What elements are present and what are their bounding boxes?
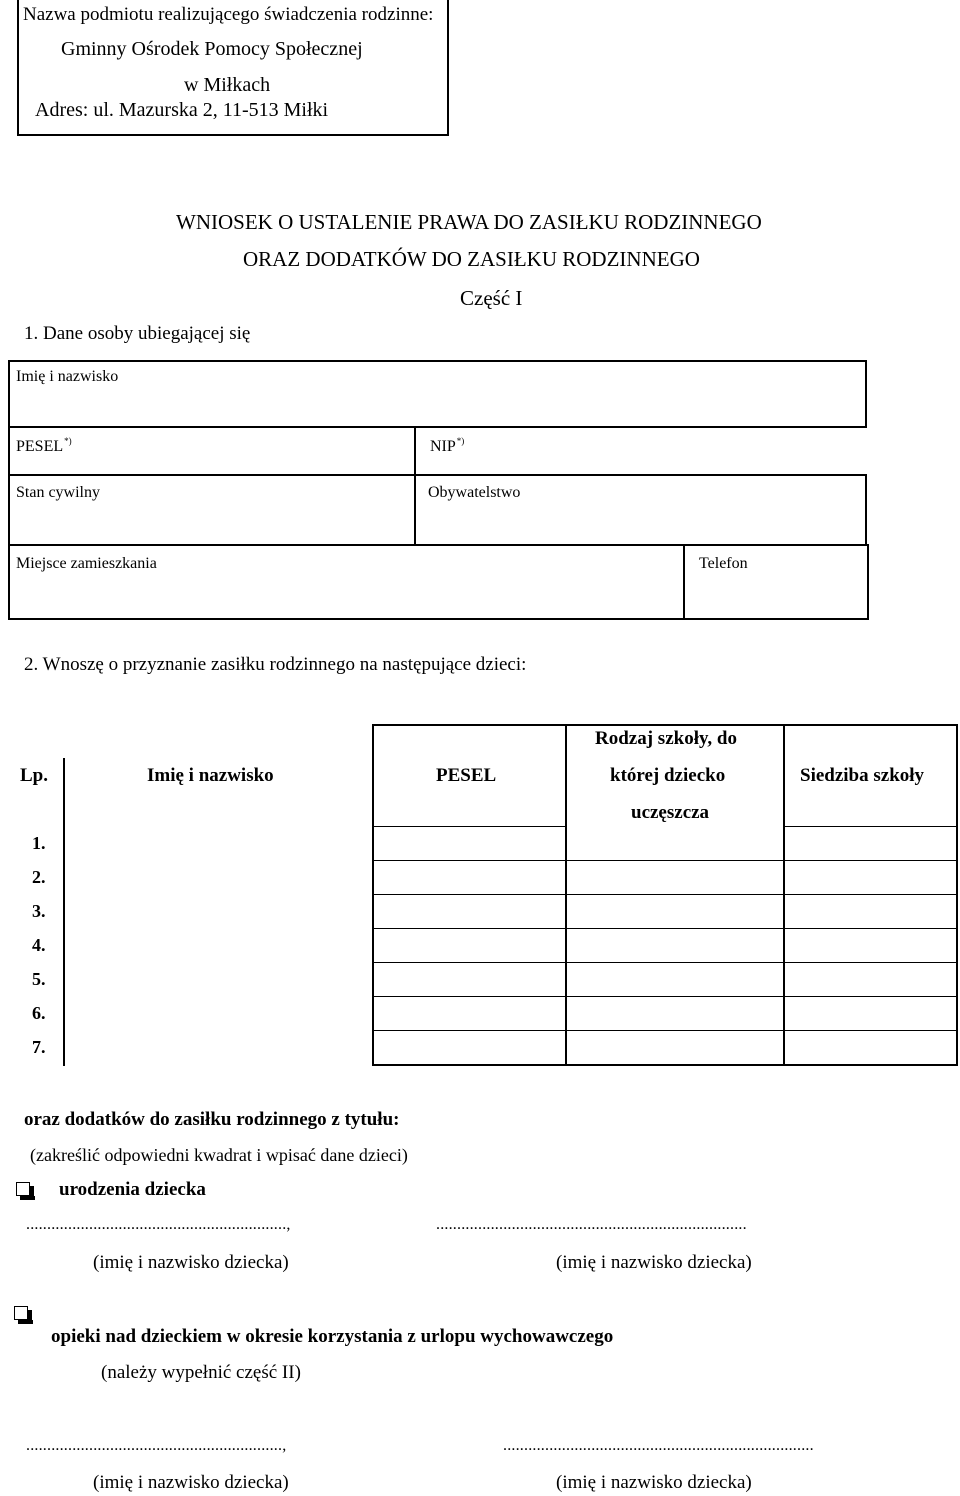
form-border	[8, 360, 867, 362]
field-label-residence: Miejsce zamieszkania	[16, 555, 157, 572]
section-2-heading: 2. Wnoszę o przyznanie zasiłku rodzinnego na następujące dzieci:	[24, 654, 527, 675]
table-row-number: 7.	[32, 1037, 46, 1057]
supplements-instruction: (zakreślić odpowiedni kwadrat i wpisać dane dzieci)	[30, 1145, 408, 1165]
birth-child-name-right[interactable]: ..........................................................................	[436, 1216, 747, 1233]
column-header-school-line1: Rodzaj szkoły, do	[595, 728, 737, 749]
entity-address: Adres: ul. Mazurska 2, 11-513 Miłki	[35, 99, 329, 121]
section-1-heading: 1. Dane osoby ubiegającej się	[24, 323, 251, 344]
column-header-pesel: PESEL	[436, 765, 497, 786]
document-subtitle: ORAZ DODATKÓW DO ZASIŁKU RODZINNEGO	[243, 247, 700, 271]
table-border	[372, 1064, 958, 1066]
field-label-phone: Telefon	[699, 555, 748, 572]
table-row-number: 4.	[32, 935, 46, 955]
field-label-marital: Stan cywilny	[16, 484, 100, 501]
table-border	[372, 860, 958, 861]
birth-checkbox[interactable]	[16, 1182, 30, 1196]
form-border	[8, 426, 867, 428]
field-label-pesel: PESEL*)	[16, 436, 72, 455]
column-header-seat: Siedziba szkoły	[800, 765, 925, 786]
supplements-heading: oraz dodatków do zasiłku rodzinnego z tytułu:	[24, 1109, 400, 1130]
table-border	[372, 894, 958, 895]
leave-caption-right: (imię i nazwisko dziecka)	[556, 1472, 752, 1493]
parental-leave-label: opieki nad dzieckiem w okresie korzystania z urlopu wychowawczego	[51, 1326, 614, 1347]
birth-child-name-left[interactable]: ..............................................................,	[26, 1216, 291, 1233]
part-label: Część I	[460, 286, 523, 310]
name-input[interactable]	[60, 384, 840, 420]
entity-label: Nazwa podmiotu realizującego świadczenia rodzinne:	[23, 4, 434, 25]
field-label-name: Imię i nazwisko	[16, 368, 119, 385]
table-row-number: 6.	[32, 1003, 46, 1023]
leave-child-name-right[interactable]: ..........................................................................	[503, 1437, 814, 1454]
table-border	[372, 724, 958, 726]
table-row-number: 3.	[32, 901, 46, 921]
leave-caption-left: (imię i nazwisko dziecka)	[93, 1472, 289, 1493]
form-border	[867, 544, 869, 620]
birth-caption-right: (imię i nazwisko dziecka)	[556, 1252, 752, 1273]
table-border	[372, 996, 958, 997]
table-border	[565, 724, 567, 1066]
birth-caption-left: (imię i nazwisko dziecka)	[93, 1252, 289, 1273]
table-border	[372, 962, 958, 963]
entity-name: Gminny Ośrodek Pomocy Społecznej	[61, 38, 363, 60]
table-row-number: 2.	[32, 867, 46, 887]
table-row-number: 5.	[32, 969, 46, 989]
leave-child-name-left[interactable]: .............................................................,	[26, 1437, 287, 1454]
column-header-name: Imię i nazwisko	[147, 765, 274, 786]
field-label-citizenship: Obywatelstwo	[428, 484, 521, 501]
form-border	[8, 474, 867, 476]
table-border	[63, 758, 65, 1066]
table-border	[783, 724, 785, 1066]
table-border	[956, 724, 958, 1066]
form-border	[865, 474, 867, 546]
form-border	[8, 544, 869, 546]
table-border	[372, 928, 958, 929]
birth-label: urodzenia dziecka	[59, 1179, 206, 1200]
table-border	[372, 1030, 958, 1031]
form-border	[8, 360, 10, 620]
table-row-number: 1.	[32, 833, 46, 853]
parental-leave-checkbox[interactable]	[14, 1306, 28, 1320]
column-header-school-line3: uczęszcza	[631, 802, 710, 823]
entity-name-line2: w Miłkach	[184, 74, 271, 96]
column-header-school-line2: której dziecko	[610, 765, 726, 786]
table-border	[783, 826, 958, 827]
document-title: WNIOSEK O USTALENIE PRAWA DO ZASIŁKU RODZINNEGO	[176, 210, 762, 234]
field-label-nip: NIP*)	[430, 436, 465, 455]
form-border	[865, 360, 867, 428]
table-border	[372, 724, 374, 1066]
column-header-lp: Lp.	[20, 765, 48, 786]
form-border	[683, 544, 685, 620]
form-border	[8, 618, 869, 620]
form-border	[414, 426, 416, 544]
parental-leave-note: (należy wypełnić część II)	[101, 1362, 301, 1383]
table-border	[372, 826, 566, 827]
